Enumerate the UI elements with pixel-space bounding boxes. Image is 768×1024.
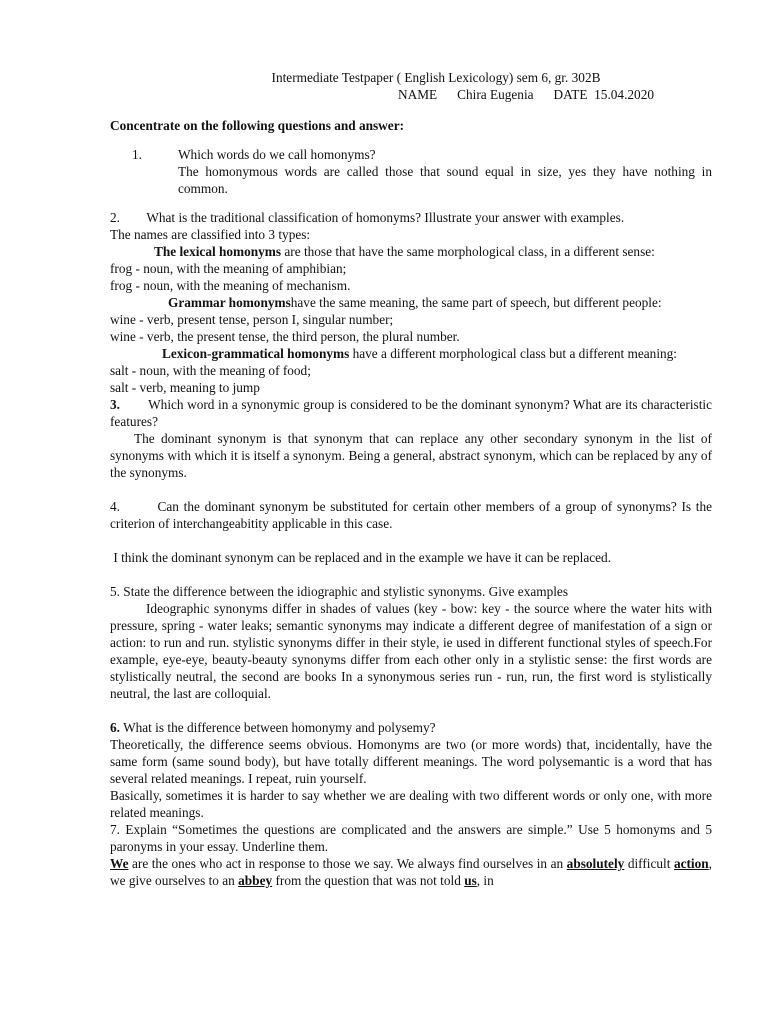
lexical-homonyms-paragraph: [110, 243, 712, 260]
grammar-example-2: wine - verb, the present tense, the third person, the plural number.: [110, 329, 460, 344]
date-value: 15.04.2020: [594, 87, 654, 102]
lexical-homonyms-term: The lexical homonyms: [154, 244, 282, 259]
lexical-example-2: frog - noun, with the meaning of mechanism.: [110, 278, 351, 293]
underlined-word-us: us: [464, 873, 477, 888]
instruction: Concentrate on the following questions and answer:: [110, 118, 405, 133]
lexgram-homonyms-term: Lexicon-grammatical homonyms: [162, 346, 350, 361]
underlined-word-we: We: [110, 856, 129, 871]
lexical-homonyms-definition: are those that have the same morphological class, in a different sense:: [281, 244, 655, 259]
question-3-question: Which word in a synonymic group is considered to be the dominant synonym? What are its characteristic features?: [110, 397, 716, 429]
lexical-example-1: frog - noun, with the meaning of amphibian;: [110, 261, 347, 276]
question-7-text: 7. Explain “Sometimes the questions are complicated and the answers are simple.” Use 5 homonyms and 5 paronyms in your essay. Underline them.: [110, 822, 712, 854]
name-value: Chira Eugenia: [457, 87, 534, 102]
question-1: [110, 146, 712, 197]
answer-7-fragment-1: are the ones who act in response to those we say. We always find ourselves in an: [128, 856, 567, 871]
answer-2-intro: The names are classified into 3 types:: [110, 227, 311, 242]
lexgram-homonyms-paragraph: [110, 345, 712, 362]
grammar-homonyms-term: Grammar homonyms: [168, 295, 291, 310]
answer-5-text: Ideographic synonyms differ in shades of values (key - bow: key - the source where the water hits with pressure, spring - water leaks; semantic synonyms may indicate a different degree of manifestation of a sign or action: to run and run. stylistic synonyms differ in their style, ie used in different functional styles of speech.For example, eye-eye, beauty-beauty synonyms differ from each other only in a stylistic sense: the first words are stylistically neutral, the second are books In a synonymous series run - run, run, the first word is stylistically neutral, the last are colloquial.: [110, 601, 712, 701]
question-3-number: 3.: [110, 397, 120, 412]
answer-6-paragraph-1: Theoretically, the difference seems obvious. Homonyms are two (or more words) that, incidentally, have the same form (same sound body), but have totally different meanings. The word polysemantic is a word that has several related meanings. I repeat, ruin yourself.: [110, 737, 712, 786]
question-6-text: [110, 719, 712, 736]
name-label: NAME: [398, 87, 438, 102]
question-6-question: What is the difference between homonymy and polysemy?: [119, 720, 436, 735]
underlined-word-absolutely: absolutely: [566, 856, 625, 871]
underlined-word-action: action: [673, 856, 709, 871]
underlined-word-abbey: abbey: [238, 873, 273, 888]
grammar-homonyms-paragraph: [110, 294, 712, 311]
date-label: DATE: [553, 87, 588, 102]
question-2-text: 2. What is the traditional classification of homonyms? Illustrate your answer with examples.: [110, 210, 625, 225]
grammar-example-1: wine - verb, present tense, person I, singular number;: [110, 312, 394, 327]
question-1-text: Which words do we call homonyms?: [178, 147, 376, 162]
name-date-line: [110, 86, 712, 103]
answer-7-fragment-2: difficult: [624, 856, 674, 871]
answer-7-text: [110, 855, 712, 889]
question-4-text: 4. Can the dominant synonym be substituted for certain other members of a group of synonyms? Is the criterion of interchangeabitity applicable in this case.: [110, 499, 716, 531]
question-5-text: 5. State the difference between the idiographic and stylistic synonyms. Give examples: [110, 584, 569, 599]
answer-3-text: The dominant synonym is that synonym that can replace any other secondary synonym in the list of synonyms with which it is itself a synonym. Being a general, abstract synonym, which can be replaced by any of the synonyms.: [110, 431, 712, 480]
lexgram-example-2: salt - verb, meaning to jump: [110, 380, 260, 395]
document-title: Intermediate Testpaper ( English Lexicology) sem 6, gr. 302B: [271, 70, 601, 85]
answer-6-paragraph-2: Basically, sometimes it is harder to say whether we are dealing with two different words or only one, with more related meanings.: [110, 788, 712, 820]
grammar-homonyms-definition: have the same meaning, the same part of speech, but different people:: [290, 295, 662, 310]
answer-7-fragment-3: , we give ourselves to an: [110, 856, 712, 888]
question-1-number: 1.: [132, 147, 142, 162]
answer-1-text: The homonymous words are called those that sound equal in size, yes they have nothing in common.: [178, 164, 712, 196]
question-6-number: 6.: [110, 720, 120, 735]
answer-4-text: I think the dominant synonym can be replaced and in the example we have it can be replaced.: [110, 550, 612, 565]
answer-7-fragment-5: , in: [476, 873, 494, 888]
lexgram-example-1: salt - noun, with the meaning of food;: [110, 363, 311, 378]
answer-7-fragment-4: from the question that was not told: [272, 873, 465, 888]
question-3-text: [110, 396, 716, 430]
lexgram-homonyms-definition: have a different morphological class but a different meaning:: [349, 346, 678, 361]
